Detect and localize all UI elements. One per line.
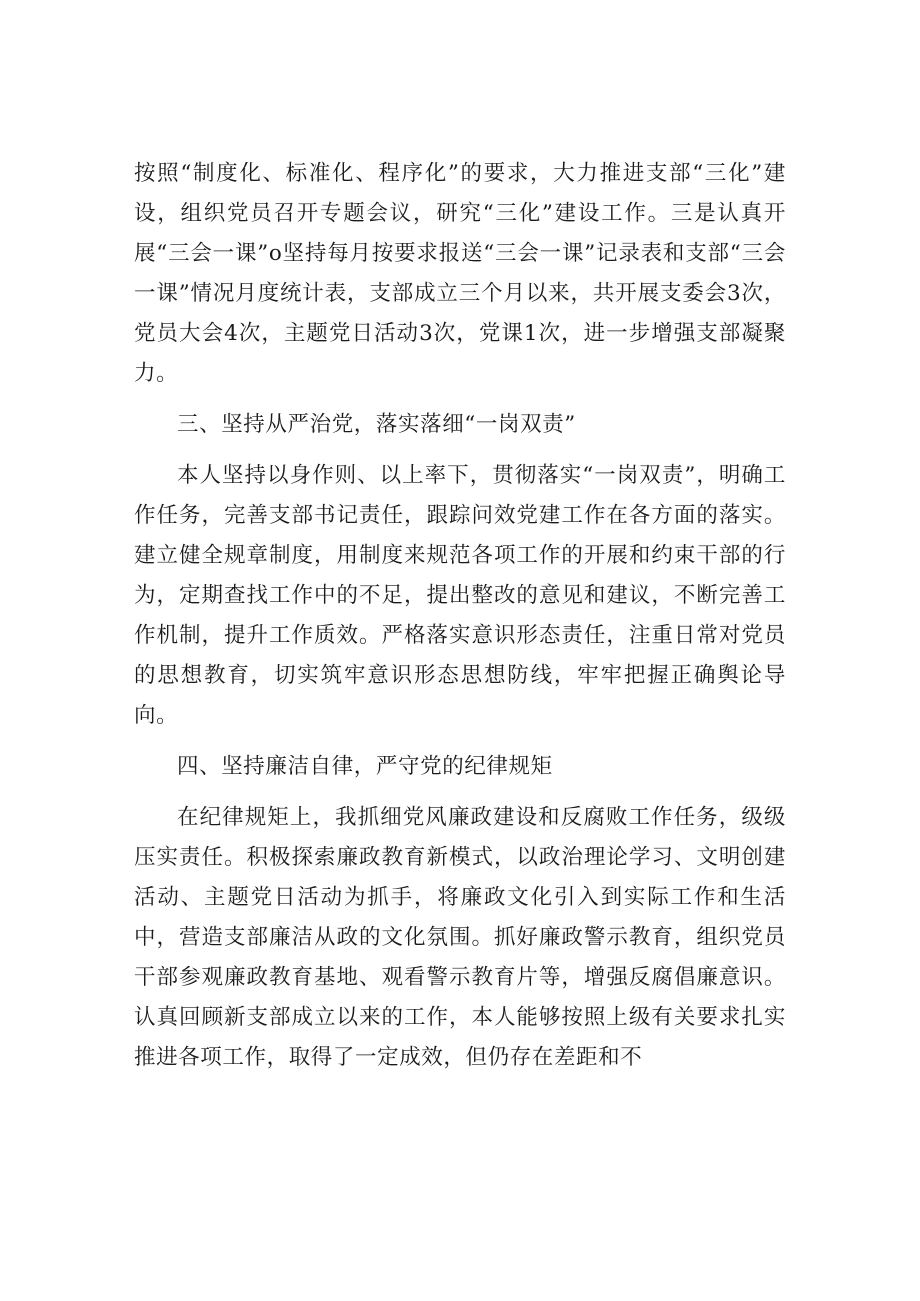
document-page — [134, 154, 786, 1078]
paragraph-yigang-shuangze: 本人坚持以身作则、以上率下，贯彻落实“一岗双责”，明确工作任务，完善支部书记责任，跟踪问效党建工作在各方面的落实。建立健全规章制度，用制度来规范各项工作的开展和约束干部的行为，定期查找工作中的不足，提出整改的意见和建议，不断完善工作机制，提升工作质效。严格落实意识形态责任，注重日常对党员的思想教育，切实筑牢意识形态思想防线，牢牢把握正确舆论导向。 — [134, 463, 786, 728]
paragraph-discipline: 在纪律规矩上，我抓细党风廉政建设和反腐败工作任务，级级压实责任。积极探索廉政教育新模式，以政治理论学习、文明创建活动、主题党日活动为抓手，将廉政文化引入到实际工作和生活中，营造支部廉洁从政的文化氛围。抓好廉政警示教育，组织党员干部参观廉政教育基地、观看警示教育片等，增强反腐倡廉意识。认真回顾新支部成立以来的工作，本人能够按照上级有关要求扎实推进各项工作，取得了一定成效，但仍存在差距和不 — [134, 805, 786, 1070]
section-heading-four: 四、坚持廉洁自律，严守党的纪律规矩 — [177, 754, 553, 779]
section-heading-three: 三、坚持从严治党，落实落细“一岗双责” — [177, 412, 576, 437]
paragraph-gap — [134, 394, 786, 405]
paragraph-sanhua-construction: 按照“制度化、标准化、程序化”的要求，大力推进支部“三化”建设，组织党员召开专题会议，研究“三化”建设工作。三是认真开展“三会一课”o坚持每月按要求报送“三会一课”记录表和支部“三会一课”情况月度统计表，支部成立三个月以来，共开展支委会3次，党员大会4次，主题党日活动3次，党课1次，进一步增强支部凝聚力。 — [134, 161, 786, 386]
paragraph-gap — [134, 445, 786, 456]
paragraph-gap — [134, 736, 786, 747]
paragraph-gap — [134, 787, 786, 798]
